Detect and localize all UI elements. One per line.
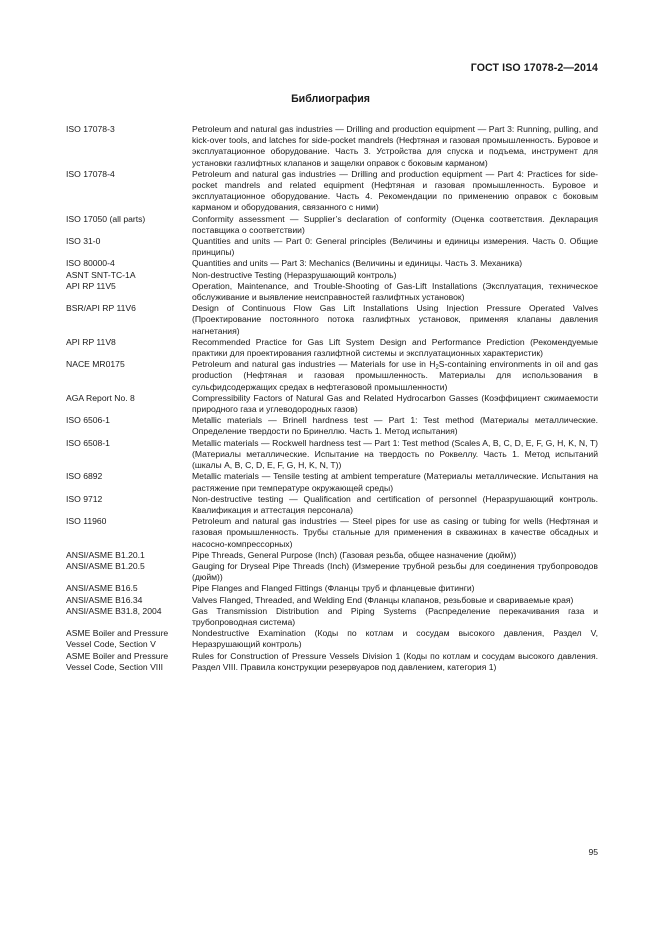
page-number: 95 [588,847,598,857]
bibliography-entry [66,651,598,673]
entry-reference: ANSI/ASME B1.20.1 [66,549,145,560]
bibliography-entry [66,236,598,258]
entry-description: Recommended Practice for Gas Lift System Design and Performance Prediction (Рекомендуемые практики для проектирования газлифтной системы и эксплуатационных характеристик) [192,336,598,359]
entry-description: Conformity assessment — Supplier’s declaration of conformity (Оценка соответствия. Декларация поставщика о соответствии) [192,213,598,235]
bibliography-entry [66,393,598,415]
entry-description: Gas Transmission Distribution and Piping Systems (Распределение перекачивания газа и трубопроводная система) [192,605,598,627]
entry-description: Metallic materials — Tensile testing at ambient temperature (Материалы металлические. Испытания на растяжение при температуре окружающей среды) [192,471,598,493]
entry-description: Valves Flanged, Threaded, and Welding End (Фланцы клапанов, резьбовые и свариваемые края) [192,594,574,605]
bibliography-entry [66,583,598,594]
entry-description: Gauging for Dryseal Pipe Threads (Inch) (Измерение трубной резьбы для соединения трубопроводов (дюйм)) [192,560,598,583]
page-title: Библиография [291,93,370,105]
entry-description: Quantities and units — Part 0: General principles (Величины и единицы измерения. Часть 0. Общие принципы) [192,236,598,258]
bibliography-entry [66,516,598,550]
entry-reference: ISO 80000-4 [66,258,115,269]
entry-reference: ISO 6508-1 [66,437,110,448]
entry-description: Petroleum and natural gas industries — Drilling and production equipment — Part 3: Running, pulling, and kick-over tools, and latches for side-pocket mandrels (Нефтяная и газовая промышленность. Буровое и эксплуатационное оборудование. Часть 3. Устройства для спуска и подъема, инструмент для установки газлифтных клапанов и защелки оправок с боковым карманом) [192,124,598,168]
entry-text-part: Petroleum and natural gas industries — Materials for use in H [192,359,436,370]
entry-description: Pipe Threads, General Purpose (Inch) (Газовая резьба, общее назначение (дюйм)) [192,549,517,560]
entry-description: Non-destructive Testing (Неразрушающий контроль) [192,269,397,280]
entry-description: Petroleum and natural gas industries — Drilling and production equipment — Part 4: Practices for side-pocket mandrels and related equipment (Нефтяная и газовая промышленность. Буровое и эксплуатационное оборудование. Часть 4. Рекомендации по применению оправок с боковым карманом и оборудования, связанного с ними) [192,168,598,213]
entry-description: Pipe Flanges and Flanged Fittings (Фланцы труб и фланцевые фитинги) [192,583,475,594]
entry-description: Design of Continuous Flow Gas Lift Installations Using Injection Pressure Operated Valves (Проектирование постоянного потока газлифтных установок, применяя клапаны давления нагнетания) [192,303,598,336]
entry-reference: ISO 31-0 [66,236,101,247]
entry-reference: ISO 17050 (all parts) [66,213,146,224]
entry-reference: ISO 9712 [66,493,103,504]
entry-reference: ANSI/ASME B16.5 [66,583,138,594]
bibliography-entry [66,550,598,561]
entry-reference: ASNT SNT-TC-1A [66,269,136,280]
entry-reference: ASME Boiler and Pressure Vessel Code, Section VIII [66,650,169,672]
entry-description: Petroleum and natural gas industries — Steel pipes for use as casing or tubing for wells (Нефтяная и газовая промышленность. Трубы стальные для применения в скважинах в качестве обсадных и насосно-компрессорных) [192,516,598,549]
entry-description: Compressibility Factors of Natural Gas and Related Hydrocarbon Gasses (Коэффициент сжимаемости природного газа и углеводородных газов) [192,392,598,415]
entry-description: Quantities and units — Part 3: Mechanics (Величины и единицы. Часть 3. Механика) [192,258,523,269]
bibliography-entry [66,471,598,493]
bibliography-entry [66,494,598,516]
entry-reference: ISO 11960 [66,516,107,527]
bibliography-entry [66,606,598,628]
bibliography-entry [66,359,598,393]
bibliography-list [66,124,598,673]
bibliography-entry [66,258,598,269]
entry-reference: API RP 11V5 [66,280,116,291]
bibliography-entry [66,270,598,281]
bibliography-entry [66,595,598,606]
subscript: 2 [435,364,439,371]
bibliography-entry [66,169,598,214]
entry-reference: ANSI/ASME B16.34 [66,594,143,605]
bibliography-entry [66,281,598,303]
entry-reference: ANSI/ASME B31.8, 2004 [66,605,162,616]
entry-reference: ISO 6892 [66,471,103,482]
entry-description: Operation, Maintenance, and Trouble-Shooting of Gas-Lift Installations (Эксплуатация, техническое обслуживание и выявление неисправностей газлифтных установок) [192,280,598,303]
entry-reference: NACE MR0175 [66,359,125,370]
bibliography-entry [66,438,598,472]
document-code: ГОСТ ISO 17078-2—2014 [470,62,598,74]
entry-reference: AGA Report No. 8 [66,392,135,403]
entry-reference: API RP 11V8 [66,336,116,347]
entry-text-part: S-containing environments in oil and gas production (Нефтяная и газовая промышленность. Материалы для использования в сульфидсодержащих средах в нефтегазовой промышленности) [192,359,599,392]
entry-reference: ISO 17078-4 [66,168,115,179]
bibliography-entry [66,415,598,437]
entry-description: Rules for Construction of Pressure Vessels Division 1 (Коды по котлам и сосудам высокого давления. Раздел VIII. Правила конструкции резервуаров под давлением, категория 1) [192,650,598,672]
bibliography-entry [66,337,598,359]
entry-reference: ANSI/ASME B1.20.5 [66,560,145,571]
entry-description [192,359,598,393]
entry-description: Metallic materials — Brinell hardness test — Part 1: Test method (Материалы металлические. Определение твердости по Бринеллю. Часть 1. Метод испытания) [192,415,598,437]
bibliography-entry [66,628,598,650]
bibliography-entry [66,561,598,583]
entry-description: Non-destructive testing — Qualification and certification of personnel (Неразрушающий контроль. Квалификация и аттестация персонала) [192,493,598,515]
bibliography-entry [66,303,598,337]
bibliography-entry [66,124,598,169]
entry-reference: ISO 6506-1 [66,415,110,426]
entry-reference: BSR/API RP 11V6 [66,303,136,314]
entry-description: Metallic materials — Rockwell hardness test — Part 1: Test method (Scales A, B, C, D, E, F, G, H, K, N, T) (Материалы металлические. Испытание на твердость по Роквеллу. Часть 1. Метод испытаний (шкалы A, B, C, D, E, F, G, H, K, N, T)) [192,437,598,471]
bibliography-entry [66,214,598,236]
entry-reference: ASME Boiler and Pressure Vessel Code, Section V [66,628,169,650]
entry-reference: ISO 17078-3 [66,124,115,134]
entry-description: Nondestructive Examination (Коды по котлам и сосудам высокого давления, Раздел V, Неразрушающий контроль) [192,628,598,650]
